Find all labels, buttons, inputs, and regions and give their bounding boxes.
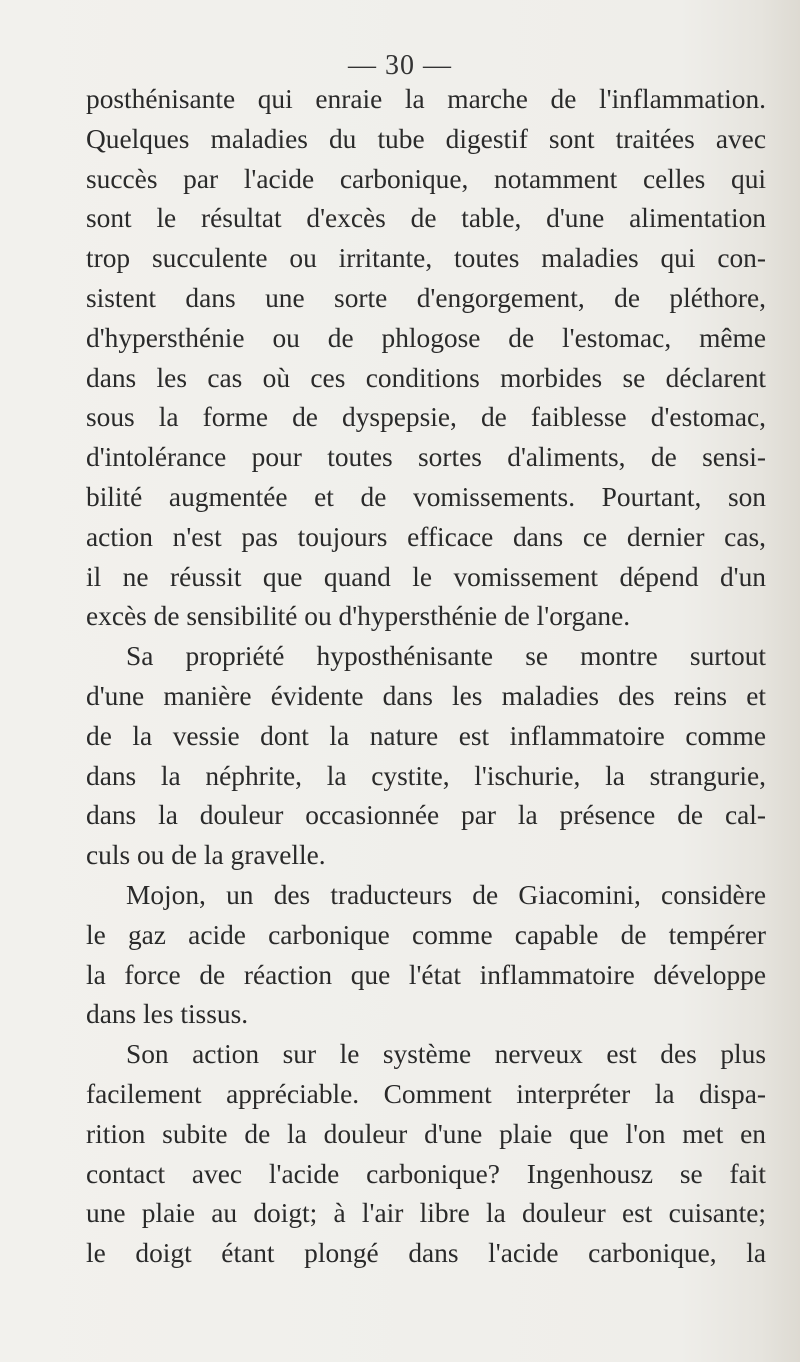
text-line: il ne réussit que quand le vomissement dépend d'un [86,561,766,592]
text-line: Sa propriété hyposthénisante se montre surtout [126,641,766,672]
text-line: d'hypersthénie ou de phlogose de l'estomac, même [86,322,766,353]
text-line: trop succulente ou irritante, toutes maladies qui con- [86,243,766,274]
text-line: action n'est pas toujours efficace dans ce dernier cas, [86,521,766,552]
text-line: facilement appréciable. Comment interpréter la dispa- [86,1078,766,1109]
text-line: sistent dans une sorte d'engorgement, de pléthore, [86,282,766,313]
text-line: le doigt étant plongé dans l'acide carbonique, la [86,1238,766,1269]
text-line: dans les cas où ces conditions morbides se déclarent [86,362,766,393]
text-line: Mojon, un des traducteurs de Giacomini, considère [126,879,766,910]
text-line: une plaie au doigt; à l'air libre la douleur est cuisante; [86,1198,766,1229]
text-line: dans la douleur occasionnée par la présence de cal- [86,800,766,831]
text-line: d'intolérance pour toutes sortes d'aliments, de sensi- [86,442,766,473]
body-text [86,80,766,1274]
page-number: — 30 — [348,50,452,81]
text-line: dans la néphrite, la cystite, l'ischurie, la strangurie, [86,760,766,791]
text-line: dans les tissus. [86,999,249,1030]
text-line: la force de réaction que l'état inflammatoire développe [86,959,766,990]
text-line: Son action sur le système nerveux est des plus [126,1039,766,1070]
text-line: de la vessie dont la nature est inflammatoire comme [86,720,766,751]
text-line: rition subite de la douleur d'une plaie que l'on met en [86,1118,766,1149]
text-line: Quelques maladies du tube digestif sont traitées avec [86,123,766,154]
text-line: posthénisante qui enraie la marche de l'inflammation. [86,84,766,114]
text-line: bilité augmentée et de vomissements. Pourtant, son [86,481,766,512]
text-line: contact avec l'acide carbonique? Ingenhousz se fait [86,1158,766,1189]
text-line: le gaz acide carbonique comme capable de tempérer [86,919,766,950]
text-line: excès de sensibilité ou d'hypersthénie de l'organe. [86,601,631,632]
text-line: succès par l'acide carbonique, notamment celles qui [86,163,766,194]
text-line: sous la forme de dyspepsie, de faiblesse d'estomac, [86,402,766,433]
text-line: sont le résultat d'excès de table, d'une alimentation [86,203,766,234]
text-line: d'une manière évidente dans les maladies des reins et [86,680,766,711]
text-line: culs ou de la gravelle. [86,840,326,871]
